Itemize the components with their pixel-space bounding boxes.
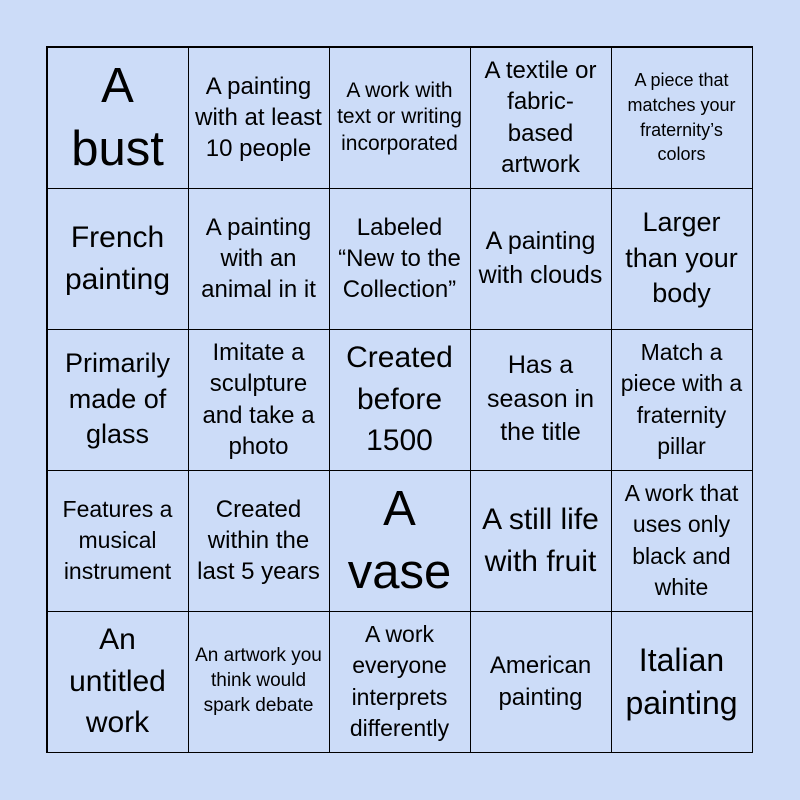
bingo-cell[interactable]: French painting (47, 188, 189, 330)
bingo-cell[interactable]: Italian painting (611, 611, 753, 753)
bingo-cell[interactable]: Features a musical instrument (47, 470, 189, 612)
bingo-cell[interactable]: American painting (470, 611, 612, 753)
bingo-cell[interactable]: A work with text or writing incorporated (329, 47, 471, 189)
bingo-cell[interactable]: A vase (329, 470, 471, 612)
bingo-cell[interactable]: A work that uses only black and white (611, 470, 753, 612)
bingo-cell[interactable]: A painting with an animal in it (188, 188, 330, 330)
bingo-board (46, 46, 753, 753)
bingo-cell[interactable]: Created before 1500 (329, 329, 471, 471)
bingo-cell[interactable]: A textile or fabric-based artwork (470, 47, 612, 189)
bingo-cell[interactable]: Has a season in the title (470, 329, 612, 471)
bingo-cell[interactable]: Match a piece with a fraternity pillar (611, 329, 753, 471)
bingo-cell[interactable]: A piece that matches your fraternity’s colors (611, 47, 753, 189)
bingo-cell[interactable]: A work everyone interprets differently (329, 611, 471, 753)
bingo-cell[interactable]: A bust (47, 47, 189, 189)
bingo-cell[interactable]: Larger than your body (611, 188, 753, 330)
bingo-cell[interactable]: An artwork you think would spark debate (188, 611, 330, 753)
bingo-cell[interactable]: A painting with at least 10 people (188, 47, 330, 189)
bingo-cell[interactable]: Labeled “New to the Collection” (329, 188, 471, 330)
bingo-cell[interactable]: An untitled work (47, 611, 189, 753)
bingo-cell[interactable]: Primarily made of glass (47, 329, 189, 471)
bingo-cell[interactable]: A painting with clouds (470, 188, 612, 330)
bingo-cell[interactable]: A still life with fruit (470, 470, 612, 612)
bingo-cell[interactable]: Imitate a sculpture and take a photo (188, 329, 330, 471)
bingo-cell[interactable]: Created within the last 5 years (188, 470, 330, 612)
